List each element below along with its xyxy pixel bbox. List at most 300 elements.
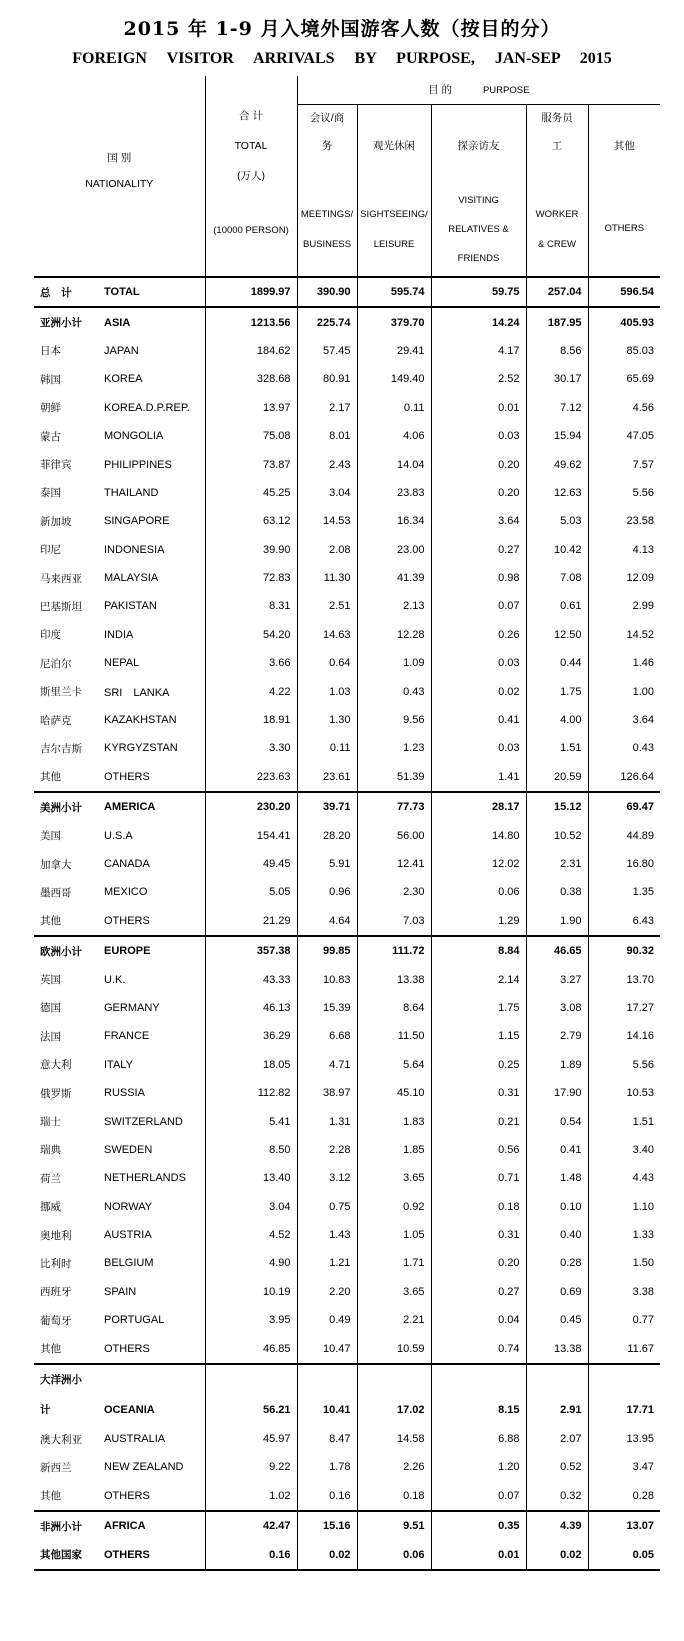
sightseeing-cell: 9.51 — [357, 1511, 431, 1540]
sightseeing-cell: 5.64 — [357, 1051, 431, 1079]
sightseeing-cell: 8.64 — [357, 994, 431, 1022]
meetings-cell: 39.71 — [297, 792, 357, 821]
total-cell: 8.50 — [205, 1136, 297, 1164]
country-cn-cell: 新西兰 — [40, 1461, 72, 1474]
country-cn-cell: 欧洲小计 — [34, 936, 102, 965]
sightseeing-cell: 1.85 — [357, 1136, 431, 1164]
meetings-cell: 1.21 — [297, 1249, 357, 1277]
country-cn-cell: 西班牙 — [40, 1286, 72, 1299]
worker-en-2: & CREW — [538, 239, 577, 250]
worker-cell: 7.12 — [526, 394, 588, 422]
others-cell: 65.69 — [626, 373, 655, 386]
country-cn-cell: 法国 — [40, 1030, 61, 1043]
table-row — [34, 965, 660, 993]
table-row — [34, 1164, 660, 1192]
country-cn-cell: 菲律宾 — [40, 459, 72, 472]
country-en-cell: AFRICA — [102, 1511, 205, 1540]
sightseeing-en-1: SIGHTSEEING/ — [360, 209, 428, 220]
total-cell: 9.22 — [205, 1453, 297, 1481]
others-header — [588, 105, 660, 278]
others-cell: 4.43 — [632, 1172, 655, 1185]
country-en-cell: KAZAKHSTAN — [102, 706, 205, 734]
country-cn-cell: 哈萨克 — [40, 714, 72, 727]
visiting-cell: 0.03 — [431, 734, 526, 762]
visiting-cell: 14.24 — [431, 307, 526, 336]
country-cn-cell: 印度 — [40, 629, 61, 642]
country-cn-cell: 英国 — [40, 974, 61, 987]
country-cn-cell: 非洲小计 — [34, 1511, 102, 1540]
visiting-en-2: RELATIVES & — [448, 224, 509, 235]
visiting-cell: 6.88 — [431, 1425, 526, 1453]
sightseeing-cell: 9.56 — [357, 706, 431, 734]
others-cell: 0.43 — [632, 742, 655, 755]
visitor-arrivals-table — [34, 76, 660, 1571]
meetings-cell: 1.43 — [297, 1221, 357, 1249]
country-cn-cell: 朝鲜 — [40, 402, 61, 415]
meetings-cell: 2.20 — [297, 1278, 357, 1306]
table-row — [34, 365, 660, 393]
country-cn-cell: 澳大利亚 — [40, 1433, 82, 1446]
country-en-cell: CANADA — [102, 850, 205, 878]
country-en-cell: TOTAL — [102, 277, 205, 307]
empty-cell — [357, 1364, 431, 1395]
worker-cell: 2.07 — [526, 1425, 588, 1453]
country-cn-cell: 其他 — [40, 1343, 61, 1356]
table-row — [34, 907, 660, 936]
others-cell: 14.52 — [626, 628, 655, 641]
table-row — [34, 450, 660, 478]
visiting-cell: 0.31 — [431, 1221, 526, 1249]
meetings-cell: 4.71 — [297, 1051, 357, 1079]
total-header-cn: 合 计 — [239, 109, 263, 122]
country-en-cell: SWITZERLAND — [102, 1107, 205, 1135]
total-unit-cn: (万人) — [237, 169, 266, 182]
country-en-cell: SRI LANKA — [102, 677, 205, 705]
visiting-cell: 0.27 — [431, 536, 526, 564]
country-cn-cell: 印尼 — [40, 544, 61, 557]
country-en-cell: OTHERS — [102, 1334, 205, 1363]
meetings-cell: 2.28 — [297, 1136, 357, 1164]
meetings-cell: 0.49 — [297, 1306, 357, 1334]
visiting-cell: 0.71 — [431, 1164, 526, 1192]
meetings-cell: 80.91 — [297, 365, 357, 393]
others-cell: 1.46 — [632, 657, 655, 670]
others-cell: 44.89 — [626, 829, 655, 842]
total-cell: 5.05 — [205, 878, 297, 906]
visiting-cell: 0.20 — [431, 450, 526, 478]
total-cell: 3.66 — [205, 649, 297, 677]
visiting-cell: 1.20 — [431, 1453, 526, 1481]
visiting-cell: 0.98 — [431, 564, 526, 592]
meetings-cell: 2.43 — [297, 450, 357, 478]
worker-cell: 1.48 — [526, 1164, 588, 1192]
worker-cell: 17.90 — [526, 1079, 588, 1107]
worker-cell: 4.39 — [526, 1511, 588, 1540]
total-cell: 46.13 — [205, 994, 297, 1022]
visiting-cell: 0.01 — [431, 1540, 526, 1569]
table-row — [34, 734, 660, 762]
table-row — [34, 1306, 660, 1334]
meetings-cell: 99.85 — [297, 936, 357, 965]
country-en-cell: AMERICA — [102, 792, 205, 821]
sightseeing-cell: 3.65 — [357, 1164, 431, 1192]
worker-cell: 1.75 — [526, 677, 588, 705]
visiting-cell: 1.15 — [431, 1022, 526, 1050]
table-row — [34, 994, 660, 1022]
purpose-en: PURPOSE — [482, 84, 530, 96]
total-cell: 49.45 — [205, 850, 297, 878]
country-en-cell: MEXICO — [102, 878, 205, 906]
table-row — [34, 936, 660, 965]
country-cn-cell: 蒙古 — [40, 430, 61, 443]
country-en-cell: THAILAND — [102, 479, 205, 507]
worker-cell: 13.38 — [526, 1334, 588, 1363]
total-cell: 8.31 — [205, 592, 297, 620]
total-cell: 3.95 — [205, 1306, 297, 1334]
visiting-cell: 0.04 — [431, 1306, 526, 1334]
table-row — [34, 763, 660, 792]
sightseeing-cell: 149.40 — [357, 365, 431, 393]
visiting-cell: 4.17 — [431, 337, 526, 365]
sightseeing-cell: 2.13 — [357, 592, 431, 620]
table-row — [34, 1107, 660, 1135]
country-cn-cell: 奥地利 — [40, 1229, 72, 1242]
sightseeing-cell: 23.00 — [357, 536, 431, 564]
total-cell: 73.87 — [205, 450, 297, 478]
table-row — [34, 878, 660, 906]
worker-cell: 1.90 — [526, 907, 588, 936]
others-cell: 16.80 — [626, 858, 655, 870]
country-en-cell: PORTUGAL — [102, 1306, 205, 1334]
country-cn-cell: 亚洲小计 — [34, 307, 102, 336]
table-row — [34, 507, 660, 535]
table-row — [34, 479, 660, 507]
total-cell: 72.83 — [205, 564, 297, 592]
sightseeing-cell: 16.34 — [357, 507, 431, 535]
worker-cell: 49.62 — [526, 450, 588, 478]
country-cn-cell: 美洲小计 — [34, 792, 102, 821]
meetings-cell: 2.51 — [297, 592, 357, 620]
country-en-cell: SPAIN — [102, 1278, 205, 1306]
meetings-cell: 3.12 — [297, 1164, 357, 1192]
visiting-cell: 0.07 — [431, 592, 526, 620]
visiting-cell: 14.80 — [431, 821, 526, 849]
purpose-cn: 目 的 — [428, 83, 453, 96]
country-en-cell: AUSTRALIA — [102, 1425, 205, 1453]
sightseeing-cell: 1.09 — [357, 649, 431, 677]
country-cn-cell: 比利时 — [40, 1257, 72, 1270]
others-cn: 其他 — [613, 140, 635, 152]
others-cell: 90.32 — [588, 936, 660, 965]
sightseeing-cell: 17.02 — [357, 1395, 431, 1425]
meetings-cell: 3.04 — [297, 479, 357, 507]
worker-cell: 0.61 — [526, 592, 588, 620]
visiting-cell: 59.75 — [431, 277, 526, 307]
worker-cell: 0.45 — [526, 1306, 588, 1334]
country-cn-cell: 尼泊尔 — [40, 657, 72, 670]
meetings-cell: 28.20 — [297, 821, 357, 849]
country-en-cell: NEPAL — [102, 649, 205, 677]
meetings-cell: 1.78 — [297, 1453, 357, 1481]
country-cn-cell: 荷兰 — [40, 1172, 61, 1185]
table-row — [34, 1395, 660, 1425]
total-cell: 3.04 — [205, 1193, 297, 1221]
country-en-cell: AUSTRIA — [102, 1221, 205, 1249]
total-cell: 1213.56 — [205, 307, 297, 336]
table-row — [34, 307, 660, 336]
others-cell: 17.27 — [626, 1001, 655, 1014]
others-cell: 4.13 — [632, 543, 655, 556]
total-cell: 18.05 — [205, 1051, 297, 1079]
page-title-en: FOREIGN VISITOR ARRIVALS BY PURPOSE, JAN-SEP 2015 — [72, 50, 612, 67]
worker-cell: 2.79 — [526, 1022, 588, 1050]
country-cn-cell: 其他 — [40, 771, 61, 784]
meetings-cn-2: 务 — [321, 140, 333, 152]
table-row — [34, 706, 660, 734]
visiting-cell: 1.41 — [431, 763, 526, 792]
table-row — [34, 536, 660, 564]
visitor-table-container — [34, 76, 660, 1571]
worker-cell: 0.54 — [526, 1107, 588, 1135]
total-cell: 154.41 — [205, 821, 297, 849]
others-cell: 0.05 — [632, 1548, 655, 1561]
total-cell: 230.20 — [205, 792, 297, 821]
meetings-cell: 57.45 — [297, 337, 357, 365]
total-cell: 4.52 — [205, 1221, 297, 1249]
worker-cell: 2.91 — [526, 1395, 588, 1425]
visiting-cell: 0.25 — [431, 1051, 526, 1079]
country-cn-cell: 韩国 — [40, 373, 61, 386]
worker-cell: 0.41 — [526, 1136, 588, 1164]
worker-cell: 7.08 — [526, 564, 588, 592]
sightseeing-cell: 2.30 — [357, 878, 431, 906]
others-cell: 11.67 — [627, 1342, 655, 1355]
country-cn-cell: 计 — [40, 1404, 51, 1417]
table-row — [34, 792, 660, 821]
table-row — [34, 1079, 660, 1107]
country-cn-cell: 加拿大 — [40, 858, 72, 871]
others-cell: 405.93 — [588, 307, 660, 336]
meetings-cell: 390.90 — [297, 277, 357, 307]
country-cn-cell: 挪威 — [40, 1201, 61, 1214]
meetings-cell: 0.64 — [297, 649, 357, 677]
visiting-cell: 0.26 — [431, 621, 526, 649]
worker-cell: 0.02 — [526, 1540, 588, 1569]
others-cell: 0.77 — [632, 1314, 655, 1327]
table-row — [34, 277, 660, 307]
others-cell: 1.33 — [632, 1229, 655, 1242]
visiting-cell: 0.27 — [431, 1278, 526, 1306]
worker-cell: 0.52 — [526, 1453, 588, 1481]
others-cell: 4.56 — [632, 401, 655, 414]
visiting-cell: 0.06 — [431, 878, 526, 906]
country-en-cell: SWEDEN — [102, 1136, 205, 1164]
meetings-cell: 2.08 — [297, 536, 357, 564]
country-en-cell: PAKISTAN — [102, 592, 205, 620]
visiting-cell: 0.41 — [431, 706, 526, 734]
sightseeing-cell: 1.05 — [357, 1221, 431, 1249]
table-body — [34, 277, 660, 1570]
sightseeing-cell: 2.26 — [357, 1453, 431, 1481]
table-row — [34, 1453, 660, 1481]
table-row — [34, 1249, 660, 1277]
meetings-en-1: MEETINGS/ — [300, 209, 354, 220]
sightseeing-cell: 23.83 — [357, 479, 431, 507]
table-row — [34, 1193, 660, 1221]
sightseeing-cell: 1.83 — [357, 1107, 431, 1135]
table-row — [34, 1051, 660, 1079]
visiting-cell: 0.07 — [431, 1482, 526, 1511]
total-cell: 4.22 — [205, 677, 297, 705]
total-cell: 4.90 — [205, 1249, 297, 1277]
table-row — [34, 677, 660, 705]
country-en-cell: INDONESIA — [102, 536, 205, 564]
meetings-cell: 6.68 — [297, 1022, 357, 1050]
sightseeing-cell: 2.21 — [357, 1306, 431, 1334]
table-row — [34, 1511, 660, 1540]
table-row — [34, 1540, 660, 1569]
visiting-cell: 8.84 — [431, 936, 526, 965]
worker-cell: 0.40 — [526, 1221, 588, 1249]
worker-en-1: WORKER — [535, 209, 579, 220]
visiting-cell: 0.56 — [431, 1136, 526, 1164]
others-cell: 596.54 — [588, 277, 660, 307]
country-en-cell: OTHERS — [102, 1482, 205, 1511]
empty-cell — [431, 1364, 526, 1395]
sightseeing-cell: 0.92 — [357, 1193, 431, 1221]
nationality-en: NATIONALITY — [85, 178, 154, 190]
meetings-cell: 1.03 — [297, 677, 357, 705]
country-cn-cell: 吉尔吉斯 — [40, 742, 82, 755]
others-cell: 1.00 — [632, 685, 655, 698]
empty-cell — [205, 1364, 297, 1395]
total-cell: 21.29 — [205, 907, 297, 936]
sightseeing-cell: 77.73 — [357, 792, 431, 821]
worker-cell: 1.51 — [526, 734, 588, 762]
others-cell: 69.47 — [588, 792, 660, 821]
meetings-cell: 15.16 — [297, 1511, 357, 1540]
meetings-cell: 0.75 — [297, 1193, 357, 1221]
total-cell: 328.68 — [205, 365, 297, 393]
total-cell: 54.20 — [205, 621, 297, 649]
country-cn-cell: 泰国 — [40, 487, 61, 500]
country-en-cell: OTHERS — [102, 907, 205, 936]
sightseeing-cell: 51.39 — [357, 763, 431, 792]
total-cell: 75.08 — [205, 422, 297, 450]
sightseeing-cell: 1.23 — [357, 734, 431, 762]
country-cn-cell: 新加坡 — [40, 515, 72, 528]
country-en-cell: KOREA — [102, 365, 205, 393]
meetings-cell: 15.39 — [297, 994, 357, 1022]
others-cell: 3.38 — [632, 1285, 655, 1298]
table-row — [34, 422, 660, 450]
table-header — [34, 76, 660, 277]
total-cell: 13.97 — [205, 394, 297, 422]
sightseeing-cell: 0.06 — [357, 1540, 431, 1569]
worker-header — [526, 105, 588, 278]
sightseeing-cell: 12.28 — [357, 621, 431, 649]
meetings-cell: 14.53 — [297, 507, 357, 535]
others-cell: 5.56 — [632, 486, 655, 499]
visiting-cell: 1.75 — [431, 994, 526, 1022]
sightseeing-header — [357, 105, 431, 278]
total-cell: 45.97 — [205, 1425, 297, 1453]
visiting-cell: 2.52 — [431, 365, 526, 393]
table-bottom-rule — [34, 1570, 660, 1571]
sightseeing-cell: 10.59 — [357, 1334, 431, 1363]
visiting-cell: 0.01 — [431, 394, 526, 422]
country-en-cell: OTHERS — [102, 1540, 205, 1569]
visiting-cell: 8.15 — [431, 1395, 526, 1425]
country-en-cell: PHILIPPINES — [102, 450, 205, 478]
country-en-cell: NORWAY — [102, 1193, 205, 1221]
table-row — [34, 1364, 660, 1395]
country-en-cell: NEW ZEALAND — [102, 1453, 205, 1481]
country-cn-cell: 德国 — [40, 1002, 61, 1015]
worker-cell: 1.89 — [526, 1051, 588, 1079]
meetings-cell: 0.96 — [297, 878, 357, 906]
others-cell: 0.28 — [632, 1489, 655, 1502]
country-cn-cell: 日本 — [40, 345, 61, 358]
country-cn-cell: 意大利 — [40, 1059, 72, 1072]
country-cn-cell: 其他国家 — [40, 1549, 82, 1562]
country-en-cell: EUROPE — [102, 936, 205, 965]
table-row — [34, 850, 660, 878]
country-en-cell: NETHERLANDS — [102, 1164, 205, 1192]
meetings-cell: 38.97 — [297, 1079, 357, 1107]
worker-cell: 257.04 — [526, 277, 588, 307]
total-cell: 3.30 — [205, 734, 297, 762]
others-cell: 1.51 — [632, 1115, 655, 1128]
worker-cell: 3.27 — [526, 965, 588, 993]
total-cell: 56.21 — [205, 1395, 297, 1425]
worker-cell: 20.59 — [526, 763, 588, 792]
others-cell: 2.99 — [632, 600, 655, 613]
worker-cell: 0.44 — [526, 649, 588, 677]
country-cn-cell: 墨西哥 — [40, 886, 72, 899]
country-cn-cell: 其他 — [40, 915, 61, 928]
others-cell: 47.05 — [626, 430, 655, 443]
others-cell: 3.47 — [632, 1461, 655, 1474]
total-cell: 357.38 — [205, 936, 297, 965]
country-en-cell: KYRGYZSTAN — [102, 734, 205, 762]
country-en-cell: JAPAN — [102, 337, 205, 365]
others-cell: 23.58 — [626, 515, 655, 528]
visiting-header — [431, 105, 526, 278]
table-row — [34, 1425, 660, 1453]
nationality-header — [34, 76, 205, 277]
visiting-cell: 1.29 — [431, 907, 526, 936]
country-en-cell: MALAYSIA — [102, 564, 205, 592]
table-row — [34, 649, 660, 677]
empty-cell — [297, 1364, 357, 1395]
table-row — [34, 621, 660, 649]
total-cell: 18.91 — [205, 706, 297, 734]
total-cell: 42.47 — [205, 1511, 297, 1540]
table-row — [34, 564, 660, 592]
country-cn-cell: 瑞典 — [40, 1144, 61, 1157]
country-en-cell: U.K. — [102, 965, 205, 993]
others-cell: 13.95 — [626, 1433, 655, 1446]
worker-cell: 12.63 — [526, 479, 588, 507]
sightseeing-cell: 111.72 — [357, 936, 431, 965]
meetings-cell: 5.91 — [297, 850, 357, 878]
country-en-cell: SINGAPORE — [102, 507, 205, 535]
country-en-cell: KOREA.D.P.REP. — [102, 394, 205, 422]
others-cell: 13.07 — [588, 1511, 660, 1540]
table-row — [34, 394, 660, 422]
empty-cell — [588, 1364, 660, 1395]
